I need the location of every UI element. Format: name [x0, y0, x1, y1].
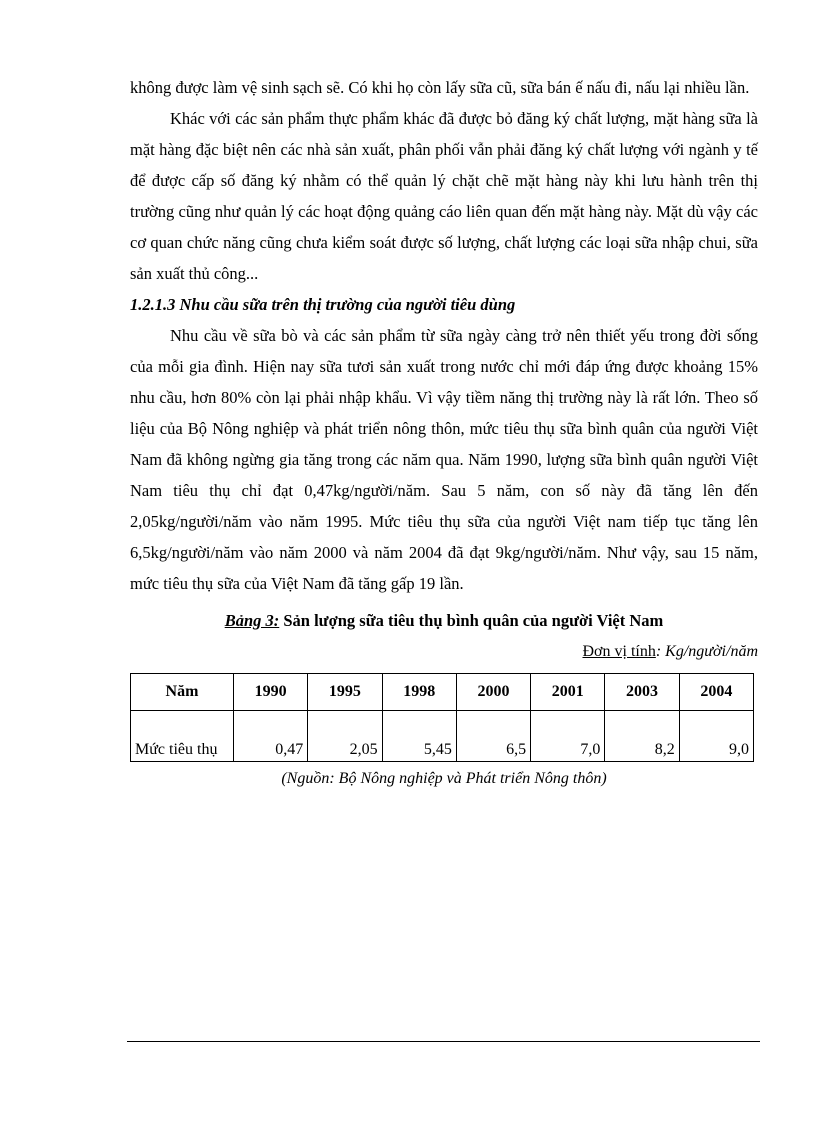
value-cell: 2,05 — [308, 711, 382, 762]
section-heading: 1.2.1.3 Nhu cầu sữa trên thị trường của người tiêu dùng — [130, 295, 516, 314]
value-cell: 6,5 — [456, 711, 530, 762]
year-cell: 2001 — [531, 674, 605, 711]
value-cell: 8,2 — [605, 711, 679, 762]
table-caption-label: Bảng 3: — [224, 611, 280, 630]
paragraph-3: Nhu cầu về sữa bò và các sản phẩm từ sữa ngày càng trở nên thiết yếu trong đời sống của mỗi gia đình. Hiện nay sữa tươi sản xuất trong nước chỉ mới đáp ứng được khoảng 15% nhu cầu, hơn 80% còn lại phải nhập khẩu. Vì vậy tiềm năng thị trường này là rất lớn. Theo số liệu của Bộ Nông nghiệp và phát triển nông thôn, mức tiêu thụ sữa bình quân của người Việt Nam đã không ngừng gia tăng trong các năm qua. Năm 1990, lượng sữa bình quân người Việt Nam tiêu thụ chỉ đạt 0,47kg/người/năm. Sau 5 năm, con số này đã tăng lên đến 2,05kg/người/năm vào năm 1995. Mức tiêu thụ sữa của người Việt nam tiếp tục tăng lên 6,5kg/người/năm vào năm 2000 và năm 2004 đã đạt 9kg/người/năm. Như vậy, sau 15 năm, mức tiêu thụ sữa của Việt Nam đã tăng gấp 19 lần. — [130, 326, 758, 593]
table-caption-title: Sản lượng sữa tiêu thụ bình quân của người Việt Nam — [279, 611, 664, 630]
footer-rule — [127, 1041, 760, 1042]
unit-label: Đơn vị tính — [582, 643, 656, 660]
value-cell: 9,0 — [679, 711, 753, 762]
paragraph-2: Khác với các sản phẩm thực phẩm khác đã được bỏ đăng ký chất lượng, mặt hàng sữa là mặt hàng đặc biệt nên các nhà sản xuất, phân phối vẫn phải đăng ký chất lượng với ngành y tế để được cấp số đăng ký nhằm có thể quản lý chặt chẽ mặt hàng này khi lưu hành trên thị trường cũng như quản lý các hoạt động quảng cáo liên quan đến mặt hàng này. Mặt dù vậy các cơ quan chức năng cũng chưa kiểm soát được số lượng, chất lượng các loại sữa nhập chui, sữa sản xuất thủ công... — [130, 109, 758, 283]
year-cell: 1990 — [234, 674, 308, 711]
year-cell: 1998 — [382, 674, 456, 711]
year-cell: 2000 — [456, 674, 530, 711]
row-label: Mức tiêu thụ — [131, 711, 234, 762]
unit-value: : Kg/người/năm — [655, 643, 758, 660]
table-caption — [130, 609, 758, 633]
value-cell: 5,45 — [382, 711, 456, 762]
table-row — [131, 711, 754, 762]
year-cell: 2004 — [679, 674, 753, 711]
body-text — [130, 72, 758, 790]
paragraph-1: không được làm vệ sinh sạch sẽ. Có khi họ còn lấy sữa cũ, sữa bán ế nấu đi, nấu lại nhiều lần. — [130, 78, 750, 97]
table-header-row — [131, 674, 754, 711]
consumption-table — [130, 673, 754, 762]
value-cell: 0,47 — [234, 711, 308, 762]
table-unit — [130, 641, 758, 663]
header-label: Năm — [131, 674, 234, 711]
value-cell: 7,0 — [531, 711, 605, 762]
year-cell: 1995 — [308, 674, 382, 711]
table-source: (Nguồn: Bộ Nông nghiệp và Phát triển Nông thôn) — [281, 770, 607, 787]
year-cell: 2003 — [605, 674, 679, 711]
